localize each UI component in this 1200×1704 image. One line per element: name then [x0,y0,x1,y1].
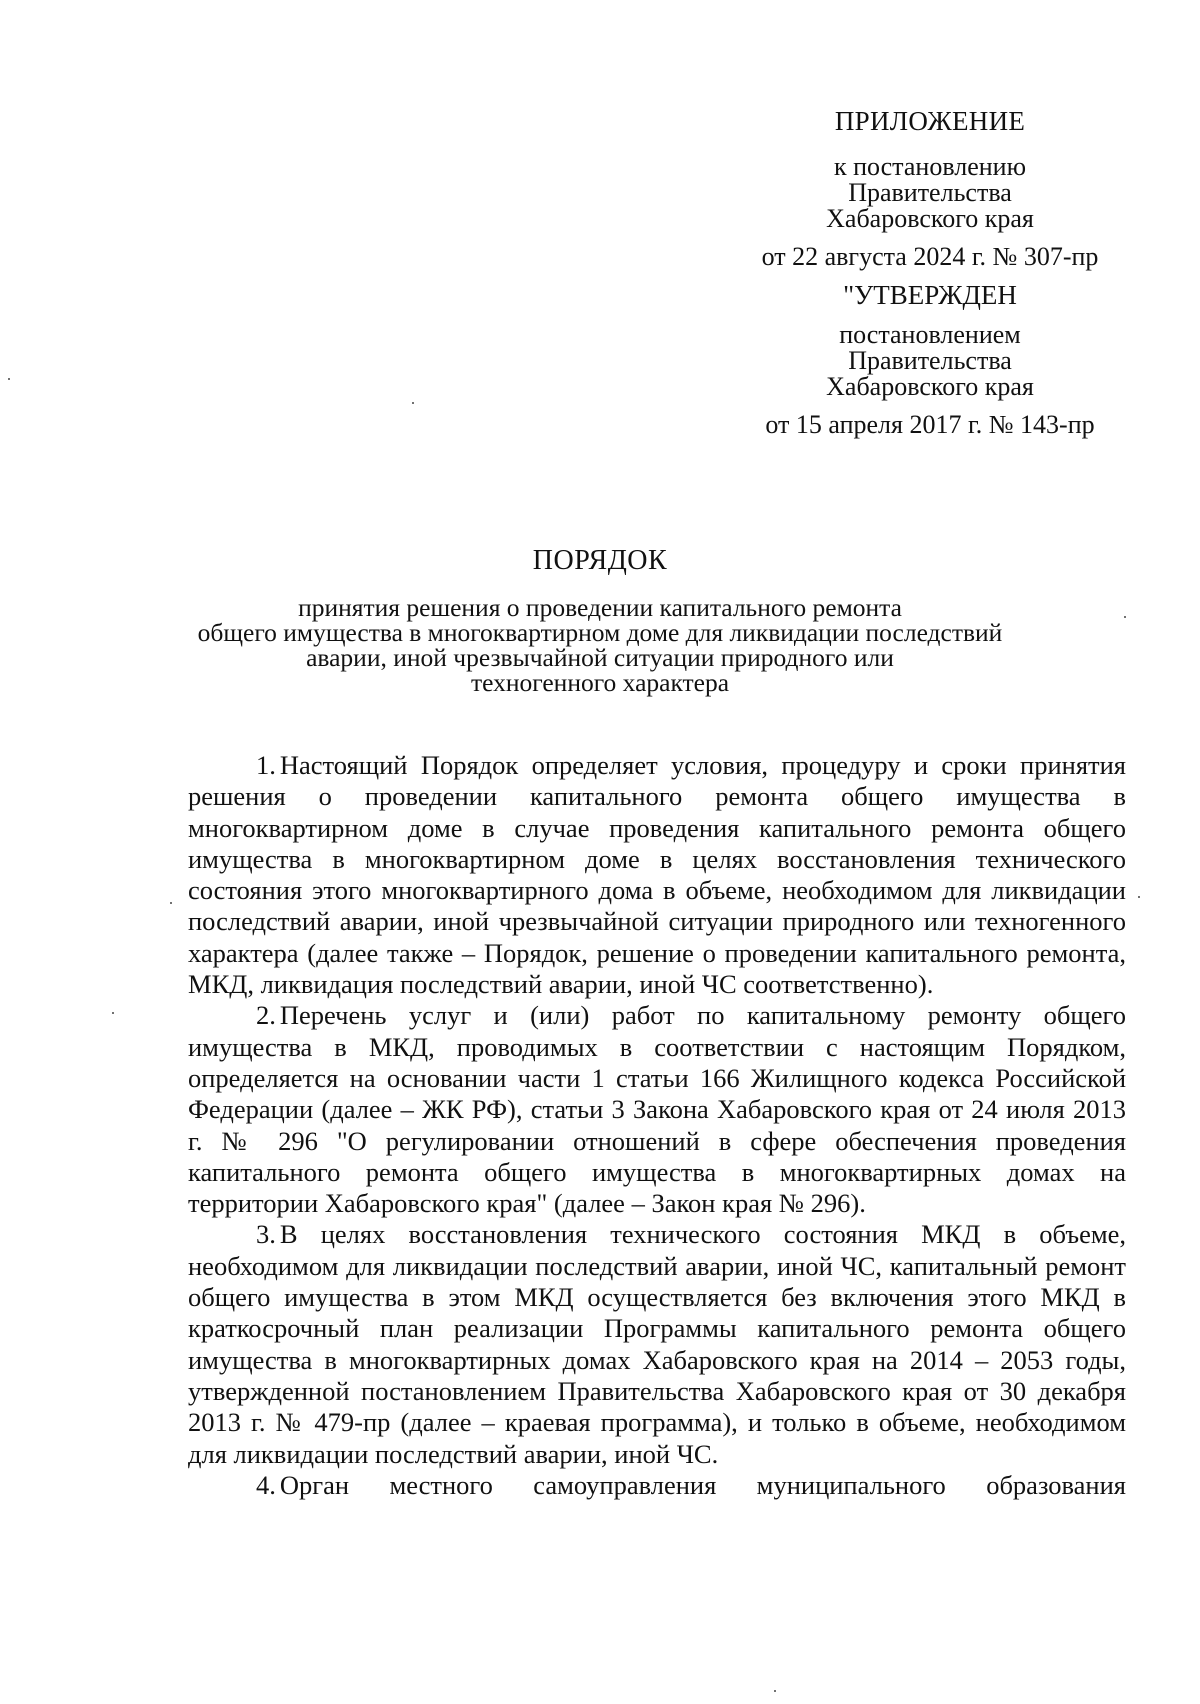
paragraph-number: 2. [256,1000,276,1031]
scan-speck [112,1012,114,1014]
scan-speck [412,402,414,404]
approved-line: Правительства [848,346,1012,375]
approved-date: от 15 апреля 2017 г. № 143-пр [765,410,1095,439]
approval-line: Хабаровского края [826,204,1034,233]
paragraph-text: Орган местного самоуправления муниципального образования [279,1469,1126,1500]
approval-block [720,108,1140,438]
subtitle-line: принятия решения о проведении капитального ремонта [298,593,902,622]
document-body [188,750,1126,1501]
paragraph-text: Перечень услуг и (или) работ по капитальному ремонту общего имущества в МКД, проводимых в соответствии с настоящим Порядком, определяется на основании части 1 статьи 166 Жилищного кодекса Российской Федерации (далее – ЖК РФ), статьи 3 Закона Хабаровского края от 24 июля 2013 г. № 296 "О регулировании отношений в сфере обеспечения проведения капитального ремонта общего имущества в многоквартирных домах на территории Хабаровского края" (далее – Закон края № 296). [188,1000,1126,1219]
paragraph-number: 3. [256,1219,276,1250]
paragraph-2 [188,1000,1126,1219]
approval-line: к постановлению [833,152,1027,181]
subtitle-line: аварии, иной чрезвычайной ситуации природного или [306,643,894,672]
paragraph-number: 1. [256,750,276,780]
paragraph-number: 4. [256,1469,276,1500]
scan-speck [1138,896,1140,898]
approved-label: "УТВЕРЖДЕН [843,280,1017,310]
scan-speck [8,378,10,380]
subtitle-line: общего имущества в многоквартирном доме для ликвидации последствий [197,618,1003,647]
approved-line: Хабаровского края [826,372,1034,401]
paragraph-text: В целях восстановления технического состояния МКД в объеме, необходимом для ликвидации последствий аварии, иной ЧС, капитальный ремонт общего имущества в этом МКД осуществляется без включения этого МКД в краткосрочный план реализации Программы капитального ремонта общего имущества в многоквартирных домах Хабаровского края на 2014 – 2053 годы, утвержденной постановлением Правительства Хабаровского края от 30 декабря 2013 г. № 479-пр (далее – краевая программа), и только в объеме, необходимом для ликвидации последствий аварии, иной ЧС. [188,1219,1126,1469]
scan-speck [774,1690,776,1692]
paragraph-text: Настоящий Порядок определяет условия, процедуру и сроки принятия решения о проведении капитального ремонта общего имущества в многоквартирном доме в случае проведения капитального ремонта общего имущества в многоквартирном доме в целях восстановления технического состояния этого многоквартирного дома в объеме, необходимом для ликвидации последствий аварии, иной чрезвычайной ситуации природного или техногенного характера (далее также – Порядок, решение о проведении капитального ремонта, МКД, ликвидация последствий аварии, иной ЧС соответственно). [188,750,1126,1000]
approval-line: Правительства [848,178,1012,207]
document-title-block [150,545,1050,695]
appendix-date: от 22 августа 2024 г. № 307-пр [761,242,1099,271]
subtitle-line: техногенного характера [470,668,730,697]
appendix-heading: ПРИЛОЖЕНИЕ [834,106,1026,136]
scan-speck [170,902,172,904]
scan-speck [1124,616,1126,618]
paragraph-1 [188,750,1126,1000]
document-subtitle [150,595,1050,695]
paragraph-3 [188,1219,1126,1469]
paragraph-4 [188,1470,1126,1501]
approved-line: постановлением [839,320,1021,349]
document-title: ПОРЯДОК [532,545,668,576]
